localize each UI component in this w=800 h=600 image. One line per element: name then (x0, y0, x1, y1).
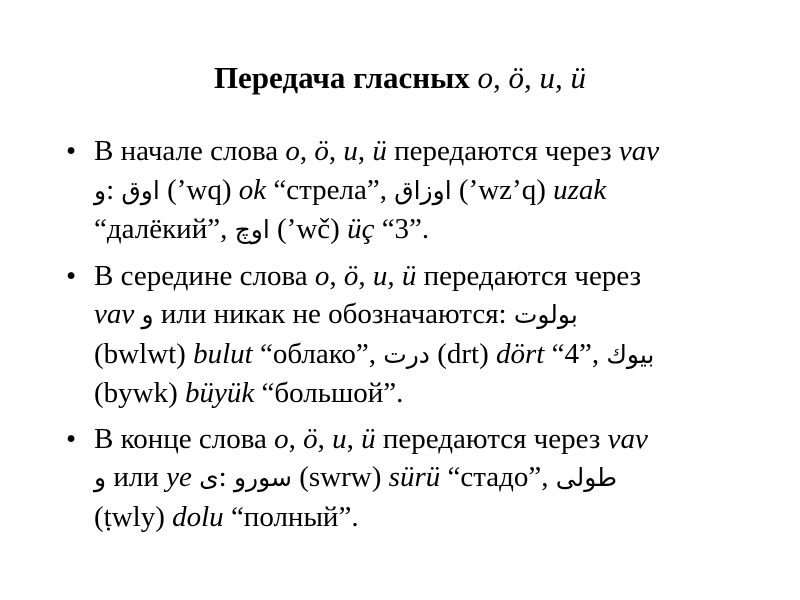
arabic-script-word: اوچ (234, 215, 270, 244)
bullet-marker: • (66, 259, 77, 292)
text-run: , (288, 422, 304, 455)
bullet-line (94, 420, 784, 459)
bullet-item (64, 132, 784, 250)
text-run: (swrw) (292, 461, 389, 493)
text-run: , (387, 259, 402, 292)
text-run: передаются через (375, 422, 608, 455)
italic-transliteration: o (314, 259, 330, 292)
italic-transliteration: üç (347, 213, 375, 245)
text-run: В начале слова (94, 135, 286, 167)
italic-transliteration: uzak (553, 173, 607, 206)
text-run: или (106, 461, 167, 493)
text-run: (bywk) (94, 377, 186, 409)
arabic-script-word: بيوك (606, 339, 655, 369)
text-run: (’wq) (159, 173, 239, 206)
text-run: (drt) (429, 337, 496, 370)
arabic-script-word: اوزاق (394, 175, 452, 205)
bullet-list (64, 132, 784, 536)
text-run: : (106, 173, 122, 206)
bullet-line (94, 171, 784, 211)
italic-transliteration: ö (343, 259, 359, 292)
arabic-script-word: سورو (233, 463, 292, 492)
text-run (134, 298, 141, 330)
italic-transliteration: ö (314, 135, 329, 167)
italic-transliteration: vav (618, 135, 660, 167)
text-run (192, 461, 199, 493)
italic-transliteration: ü (361, 422, 376, 455)
text-run: “4”, (544, 337, 607, 370)
bullet-line (94, 498, 784, 537)
italic-transliteration: ü (401, 259, 417, 292)
italic-transliteration: ü (372, 135, 387, 167)
bullet-line (94, 210, 784, 250)
text-run: передаются через (416, 259, 642, 292)
italic-transliteration: vav (607, 422, 648, 455)
bullet-marker: • (66, 422, 77, 455)
italic-transliteration: o (274, 422, 289, 455)
italic-transliteration: u (343, 135, 358, 167)
text-run: “облако”, (252, 337, 384, 370)
italic-transliteration: bulut (193, 337, 253, 370)
text-run: “3”. (374, 213, 430, 245)
text-run: , (299, 135, 315, 167)
italic-transliteration: dört (495, 337, 545, 370)
text-run: “большой”. (254, 377, 404, 409)
text-run: (’wz’q) (451, 173, 554, 206)
text-run: (ṭwly) (94, 500, 173, 533)
title-letters: o, ö, u, ü (477, 60, 587, 95)
bullet-line (94, 132, 784, 171)
text-run: “стрела”, (266, 173, 395, 206)
arabic-script-word: و (94, 463, 107, 492)
arabic-script-word: و (94, 175, 107, 205)
bullet-marker: • (66, 135, 77, 167)
bullet-line (94, 257, 784, 296)
italic-transliteration: büyük (185, 377, 255, 409)
text-run: “далёкий”, (94, 213, 235, 245)
bullet-item (64, 257, 784, 413)
bullet-line (94, 458, 784, 498)
text-run: “стадо”, (440, 461, 556, 493)
arabic-script-word: ى (199, 463, 219, 492)
italic-transliteration: ok (238, 173, 267, 206)
text-run: передаются через (386, 135, 619, 167)
text-run: В середине слова (94, 259, 315, 292)
text-run: , (358, 259, 373, 292)
text-run: , (357, 135, 373, 167)
italic-transliteration: u (332, 422, 347, 455)
bullet-item (64, 420, 784, 537)
italic-transliteration: u (372, 259, 388, 292)
italic-transliteration: dolu (172, 500, 224, 533)
arabic-script-word: بولوت (513, 300, 578, 329)
arabic-script-word: درت (383, 339, 430, 369)
italic-transliteration: ö (303, 422, 318, 455)
italic-transliteration: vav (94, 298, 135, 330)
bullet-line (94, 374, 784, 413)
title-text: Передача гласных (213, 60, 478, 95)
text-run: , (317, 422, 333, 455)
arabic-script-word: اوق (121, 175, 160, 205)
italic-transliteration: o (285, 135, 300, 167)
text-run: : (218, 461, 234, 493)
text-run: (’wč) (269, 213, 348, 245)
text-run: , (329, 259, 344, 292)
arabic-script-word: طولى (555, 463, 618, 492)
italic-transliteration: sürü (388, 461, 441, 493)
text-run: (bwlwt) (94, 337, 194, 370)
text-run: В конце слова (94, 422, 275, 455)
text-run: или никак не обозначаются: (153, 298, 514, 330)
text-run: “полный”. (223, 500, 359, 533)
text-run: , (328, 135, 344, 167)
italic-transliteration: ye (166, 461, 192, 493)
bullet-line (94, 295, 784, 335)
slide-title (0, 58, 800, 98)
bullet-line (94, 335, 784, 375)
arabic-script-word: و (141, 300, 154, 329)
text-run: , (346, 422, 362, 455)
